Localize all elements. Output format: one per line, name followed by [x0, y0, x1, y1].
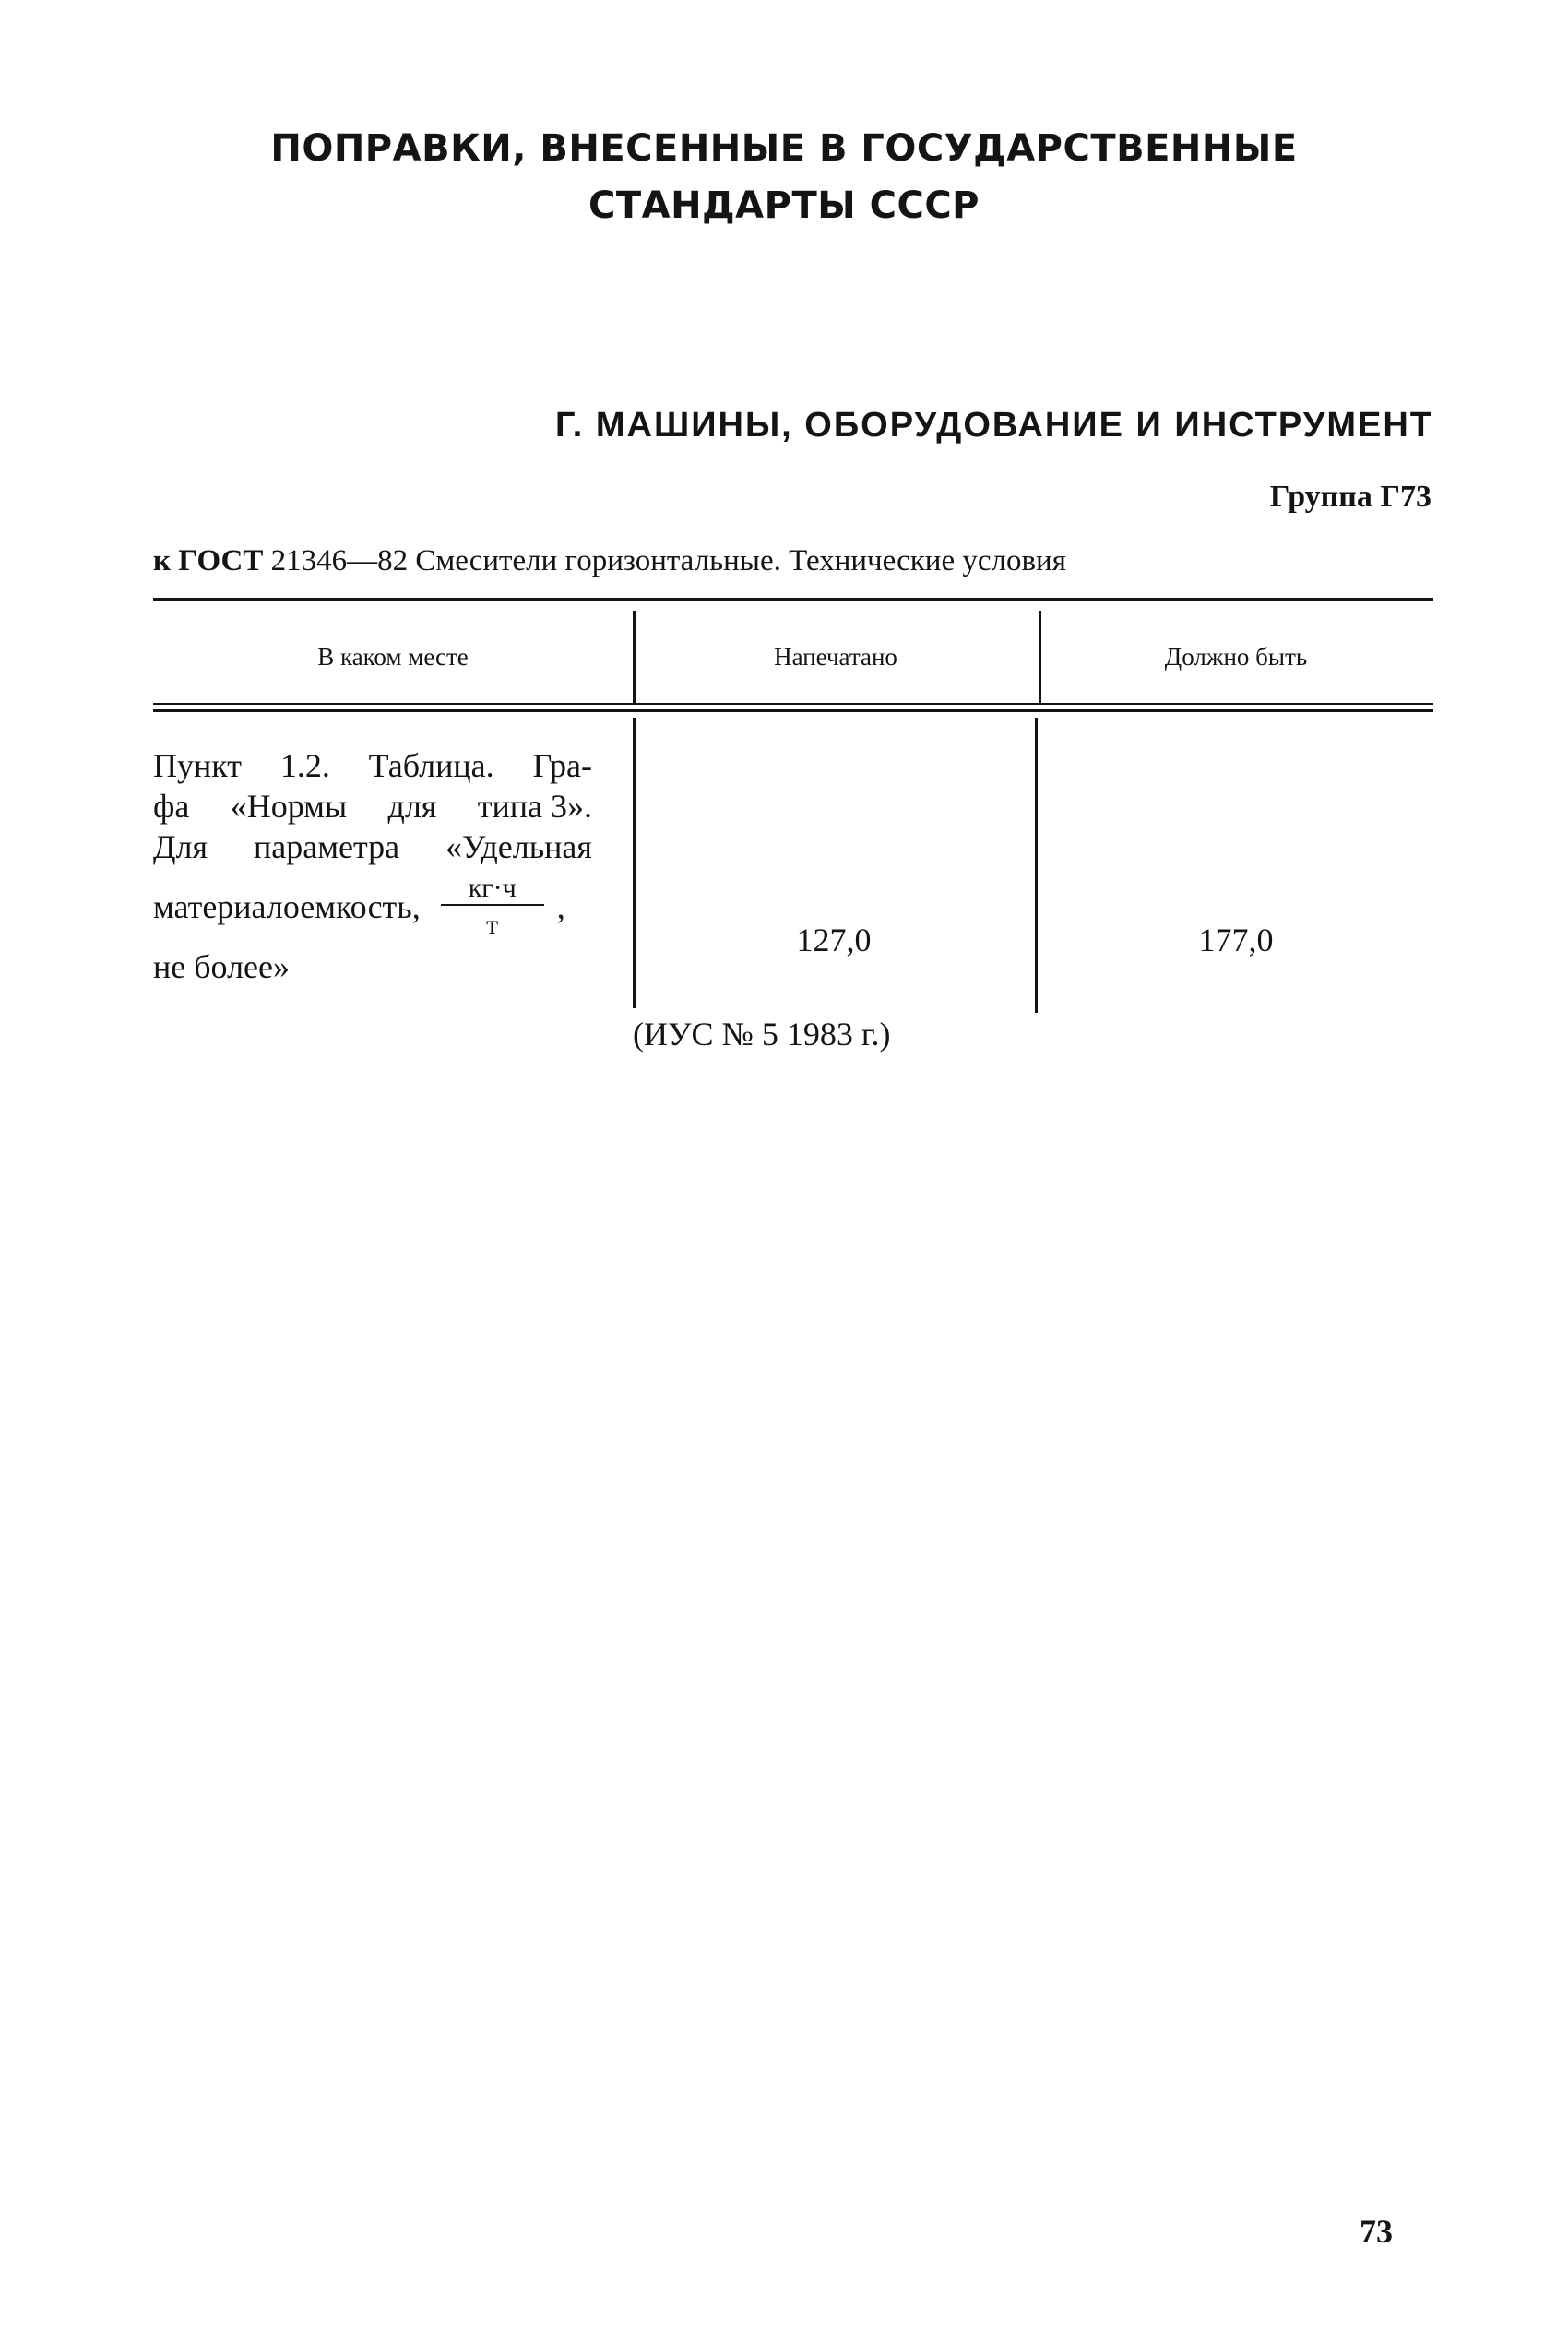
table-header-should-be: Должно быть — [1164, 643, 1308, 671]
place-word: для — [387, 788, 437, 825]
place-word: Для — [153, 828, 208, 865]
table-cell-printed: 127,0 — [796, 922, 872, 958]
place-word: Пункт — [153, 747, 243, 784]
place-parameter-name: материалоемкость, — [153, 888, 421, 925]
place-word: фа — [153, 788, 190, 825]
main-title-line-2: СТАНДАРТЫ СССР — [588, 184, 980, 227]
table-header-rule — [153, 703, 1433, 712]
group-label: Группа Г73 — [1269, 480, 1431, 514]
source-note: (ИУС № 5 1983 г.) — [633, 1016, 891, 1053]
table-header-printed: Напечатано — [774, 643, 897, 671]
section-heading: Г. МАШИНЫ, ОБОРУДОВАНИЕ И ИНСТРУМЕНТ — [555, 406, 1433, 445]
table-column-divider — [633, 718, 636, 1008]
place-word: Таблица. — [368, 747, 494, 784]
place-word: «Нормы — [230, 788, 348, 825]
table-cell-should-be: 177,0 — [1198, 922, 1274, 958]
main-title-line-1: ПОПРАВКИ, ВНЕСЕННЫЕ В ГОСУДАРСТВЕННЫЕ — [270, 127, 1298, 170]
place-line-3 — [153, 827, 592, 867]
table-top-rule — [153, 598, 1433, 601]
place-word: 1.2. — [279, 747, 330, 784]
place-line-1 — [153, 745, 592, 786]
place-line-2 — [153, 786, 592, 827]
place-word: типа 3». — [477, 788, 592, 825]
place-line-4 — [153, 873, 592, 941]
standard-ref-text: 21346—82 Смесители горизонтальные. Технические условия — [270, 544, 1066, 577]
unit-suffix: , — [556, 888, 565, 925]
place-word: параметра — [254, 828, 400, 865]
table-header-place: В каком месте — [317, 643, 469, 671]
table-cell-place — [153, 745, 592, 987]
unit-fraction — [441, 873, 544, 941]
place-word: «Удельная — [445, 828, 592, 865]
standard-reference — [153, 544, 1066, 578]
unit-denominator: т — [486, 910, 499, 940]
place-line-5: не более» — [153, 948, 291, 985]
unit-numerator: кг·ч — [468, 873, 517, 903]
table-column-divider — [1035, 718, 1038, 1013]
place-word: Гра- — [532, 747, 592, 784]
main-title — [0, 120, 1568, 234]
page-number: 73 — [1360, 2213, 1393, 2250]
standard-ref-prefix: к ГОСТ — [153, 544, 264, 577]
